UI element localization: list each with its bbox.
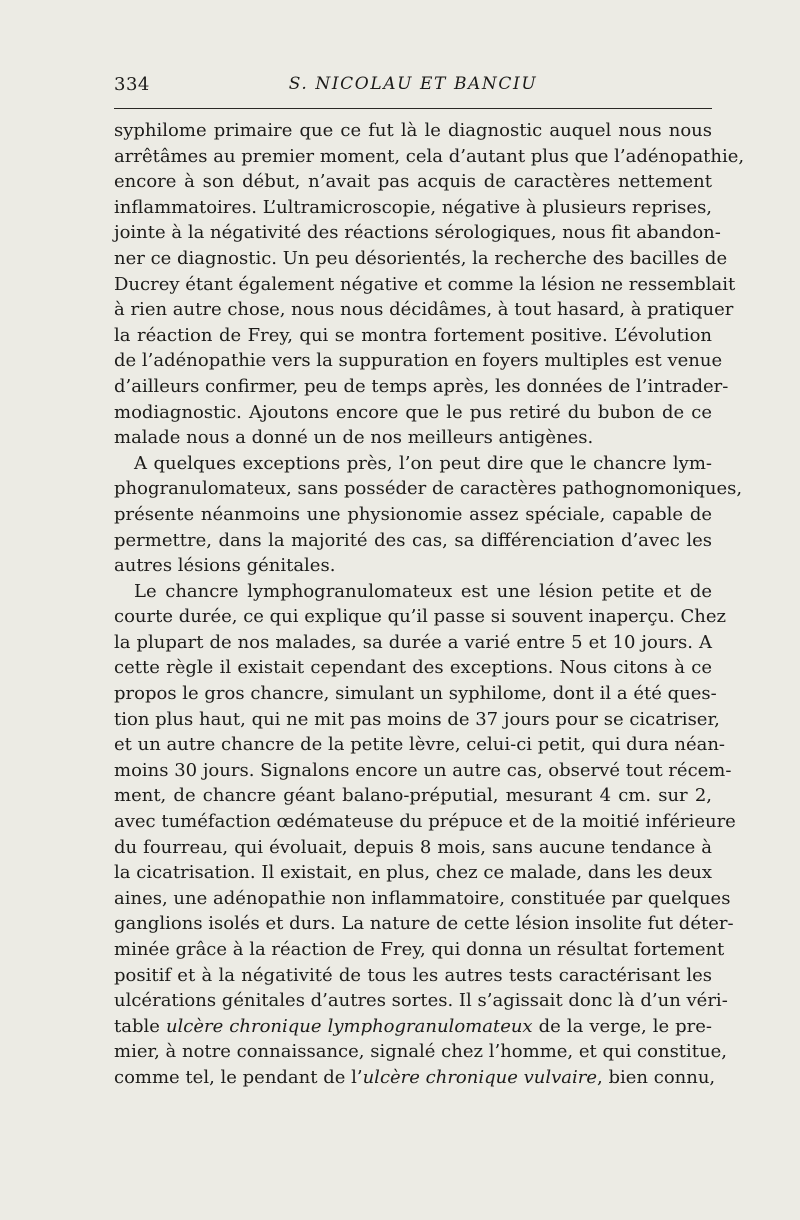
page-number: 334 (114, 74, 150, 95)
text-line: positif et à la négativité de tous les autres tests caractérisant les (114, 964, 712, 986)
running-title: S. NICOLAU ET BANCIU (288, 74, 538, 94)
text-segment: de la verge, le pre- (532, 1015, 713, 1037)
text-line: avec tuméfaction œdémateuse du prépuce et de la moitié inférieure (114, 811, 736, 833)
text-line: phogranulomateux, sans posséder de caractères pathognomoniques, (114, 478, 743, 500)
text-line: autres lésions génitales. (114, 555, 336, 577)
text-segment: table (114, 1015, 166, 1037)
text-line: malade nous a donné un de nos meilleurs antigènes. (114, 427, 594, 449)
header-rule (114, 108, 712, 109)
text-line: A quelques exceptions près, l’on peut dire que le chancre lym- (134, 452, 712, 474)
text-line: ulcérations génitales d’autres sortes. Il s’agissait donc là d’un véri- (114, 990, 728, 1012)
text-segment: , bien connu, (597, 1066, 716, 1088)
text-line: de l’adénopathie vers la suppuration en foyers multiples est venue (114, 350, 723, 372)
italic-phrase: ulcère chronique vulvaire (362, 1066, 598, 1088)
text-line: minée grâce à la réaction de Frey, qui donna un résultat fortement (114, 939, 725, 960)
text-segment: comme tel, le pendant de l’ (114, 1066, 363, 1088)
text-line: ganglions isolés et durs. La nature de cette lésion insolite fut déter- (114, 913, 734, 935)
text-line: Ducrey étant également négative et comme la lésion ne ressemblait (114, 273, 736, 295)
text-line: la plupart de nos malades, sa durée a varié entre 5 et 10 jours. A (114, 631, 712, 653)
text-line: jointe à la négativité des réactions sérologiques, nous fit abandon- (114, 222, 721, 244)
text-line: présente néanmoins une physionomie assez spéciale, capable de (114, 503, 712, 525)
text-line: du fourreau, qui évoluait, depuis 8 mois, sans aucune tendance à (114, 836, 712, 858)
text-line: encore à son début, n’avait pas acquis de caractères nettement (114, 171, 712, 193)
text-line: à rien autre chose, nous nous décidâmes, à tout hasard, à pratiquer (114, 299, 734, 321)
italic-phrase: ulcère chronique lymphogranulomateux (165, 1015, 533, 1037)
text-line: tion plus haut, qui ne mit pas moins de 37 jours pour se cicatriser, (114, 708, 720, 730)
text-line: inflammatoires. L’ultramicroscopie, négative à plusieurs reprises, (114, 196, 713, 218)
text-line: permettre, dans la majorité des cas, sa différenciation d’avec les (114, 529, 712, 551)
text-line: arrêtâmes au premier moment, cela d’autant plus que l’adénopathie, (114, 145, 745, 167)
text-line: la réaction de Frey, qui se montra fortement positive. L’évolution (114, 324, 712, 346)
text-line: syphilome primaire que ce fut là le diagnostic auquel nous nous (114, 120, 712, 141)
text-line: mier, à notre connaissance, signalé chez l’homme, et qui constitue, (114, 1041, 727, 1063)
text-line (114, 1065, 716, 1091)
text-line: courte durée, ce qui explique qu’il passe si souvent inaperçu. Chez (114, 606, 726, 628)
text-line: ner ce diagnostic. Un peu désorientés, la recherche des bacilles de (114, 247, 728, 269)
text-line: propos le gros chancre, simulant un syphilome, dont il a été ques- (114, 683, 717, 705)
text-line: cette règle il existait cependant des exceptions. Nous citons à ce (114, 657, 712, 679)
text-line: aines, une adénopathie non inflammatoire, constituée par quelques (114, 887, 731, 909)
text-line: la cicatrisation. Il existait, en plus, chez ce malade, dans les deux (114, 862, 712, 884)
text-line: d’ailleurs confirmer, peu de temps après, les données de l’intrader- (114, 375, 729, 397)
text-line: Le chancre lymphogranulomateux est une lésion petite et de (134, 580, 712, 602)
running-head (114, 74, 712, 102)
text-line: moins 30 jours. Signalons encore un autre cas, observé tout récem- (114, 759, 732, 781)
text-line: modiagnostic. Ajoutons encore que le pus retiré du bubon de ce (114, 401, 712, 423)
text-line: ment, de chancre géant balano-préputial, mesurant 4 cm. sur 2, (114, 785, 712, 807)
body-text (114, 118, 745, 1091)
text-line: et un autre chancre de la petite lèvre, celui-ci petit, qui dura néan- (114, 734, 726, 756)
text-line (114, 1014, 712, 1040)
